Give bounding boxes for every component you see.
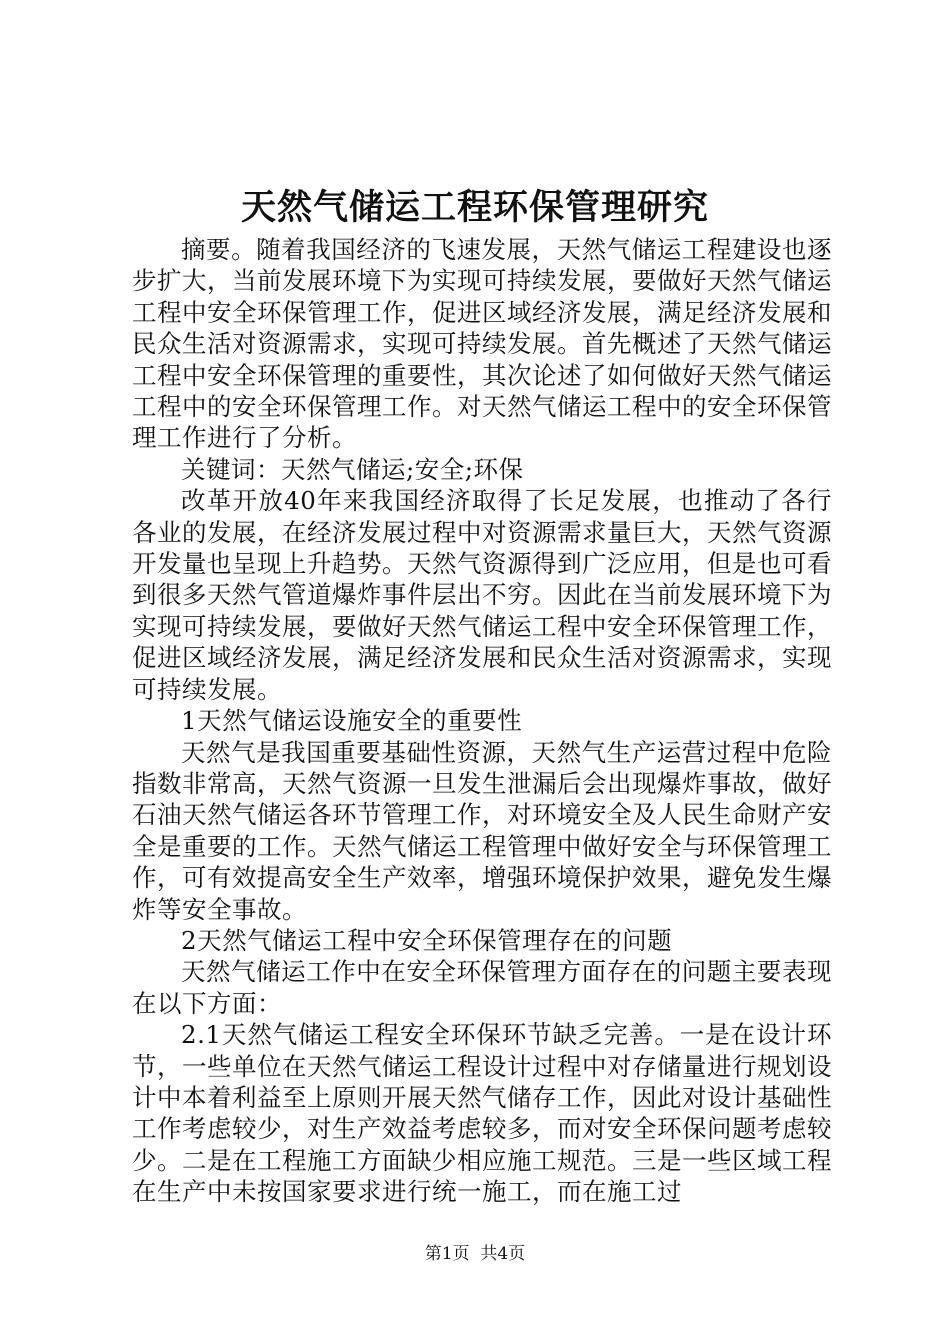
footer-separator (470, 1244, 481, 1264)
page-total: 共4页 (480, 1244, 526, 1264)
document-body (132, 234, 832, 1208)
keywords-paragraph: 关键词：天然气储运;安全;环保 (181, 454, 524, 484)
page-footer (0, 1243, 950, 1265)
intro-paragraph: 改革开放40年来我国经济取得了长足发展，也推动了各行各业的发展，在经济发展过程中对资源需求量巨大，天然气资源开发量也呈现上升趋势。天然气资源得到广泛应用，但是也可看到很多天然气管道爆炸事件层出不穷。因此在当前发展环境下为实现可持续发展，要做好天然气储运工程中安全环保管理工作，促进区域经济发展，满足经济发展和民众生活对资源需求，实现可持续发展。 (132, 486, 832, 704)
abstract-paragraph: 摘要。随着我国经济的飞速发展，天然气储运工程建设也逐步扩大，当前发展环境下为实现可持续发展，要做好天然气储运工程中安全环保管理工作，促进区域经济发展，满足经济发展和民众生活对资源需求，实现可持续发展。首先概述了天然气储运工程中安全环保管理的重要性，其次论述了如何做好天然气储运工程中的安全环保管理工作。对天然气储运工程中的安全环保管理工作进行了分析。 (132, 235, 832, 453)
section-2-paragraph: 天然气储运工作中在安全环保管理方面存在的问题主要表现在以下方面： (132, 957, 832, 1018)
document-title: 天然气储运工程环保管理研究 (240, 187, 709, 228)
section-heading-1: 1天然气储运设施安全的重要性 (181, 706, 523, 736)
section-1-paragraph: 天然气是我国重要基础性资源，天然气生产运营过程中危险指数非常高，天然气资源一旦发生泄漏后会出现爆炸事故，做好石油天然气储运各环节管理工作，对环境安全及人民生命财产安全是重要的工作。天然气储运工程管理中做好安全与环保管理工作，可有效提高安全生产效率，增强环境保护效果，避免发生爆炸等安全事故。 (132, 737, 832, 924)
section-heading-2: 2天然气储运工程中安全环保管理存在的问题 (181, 925, 673, 955)
subsection-2-1-paragraph: 2.1天然气储运工程安全环保环节缺乏完善。一是在设计环节，一些单位在天然气储运工程设计过程中对存储量进行规划设计中本着利益至上原则开展天然气储存工作，因此对设计基础性工作考虑较少，对生产效益考虑较多，而对安全环保问题考虑较少。二是在工程施工方面缺少相应施工规范。三是一些区域工程在生产中未按国家要求进行统一施工，而在施工过 (132, 1020, 832, 1207)
page-number: 第1页 (424, 1244, 470, 1264)
